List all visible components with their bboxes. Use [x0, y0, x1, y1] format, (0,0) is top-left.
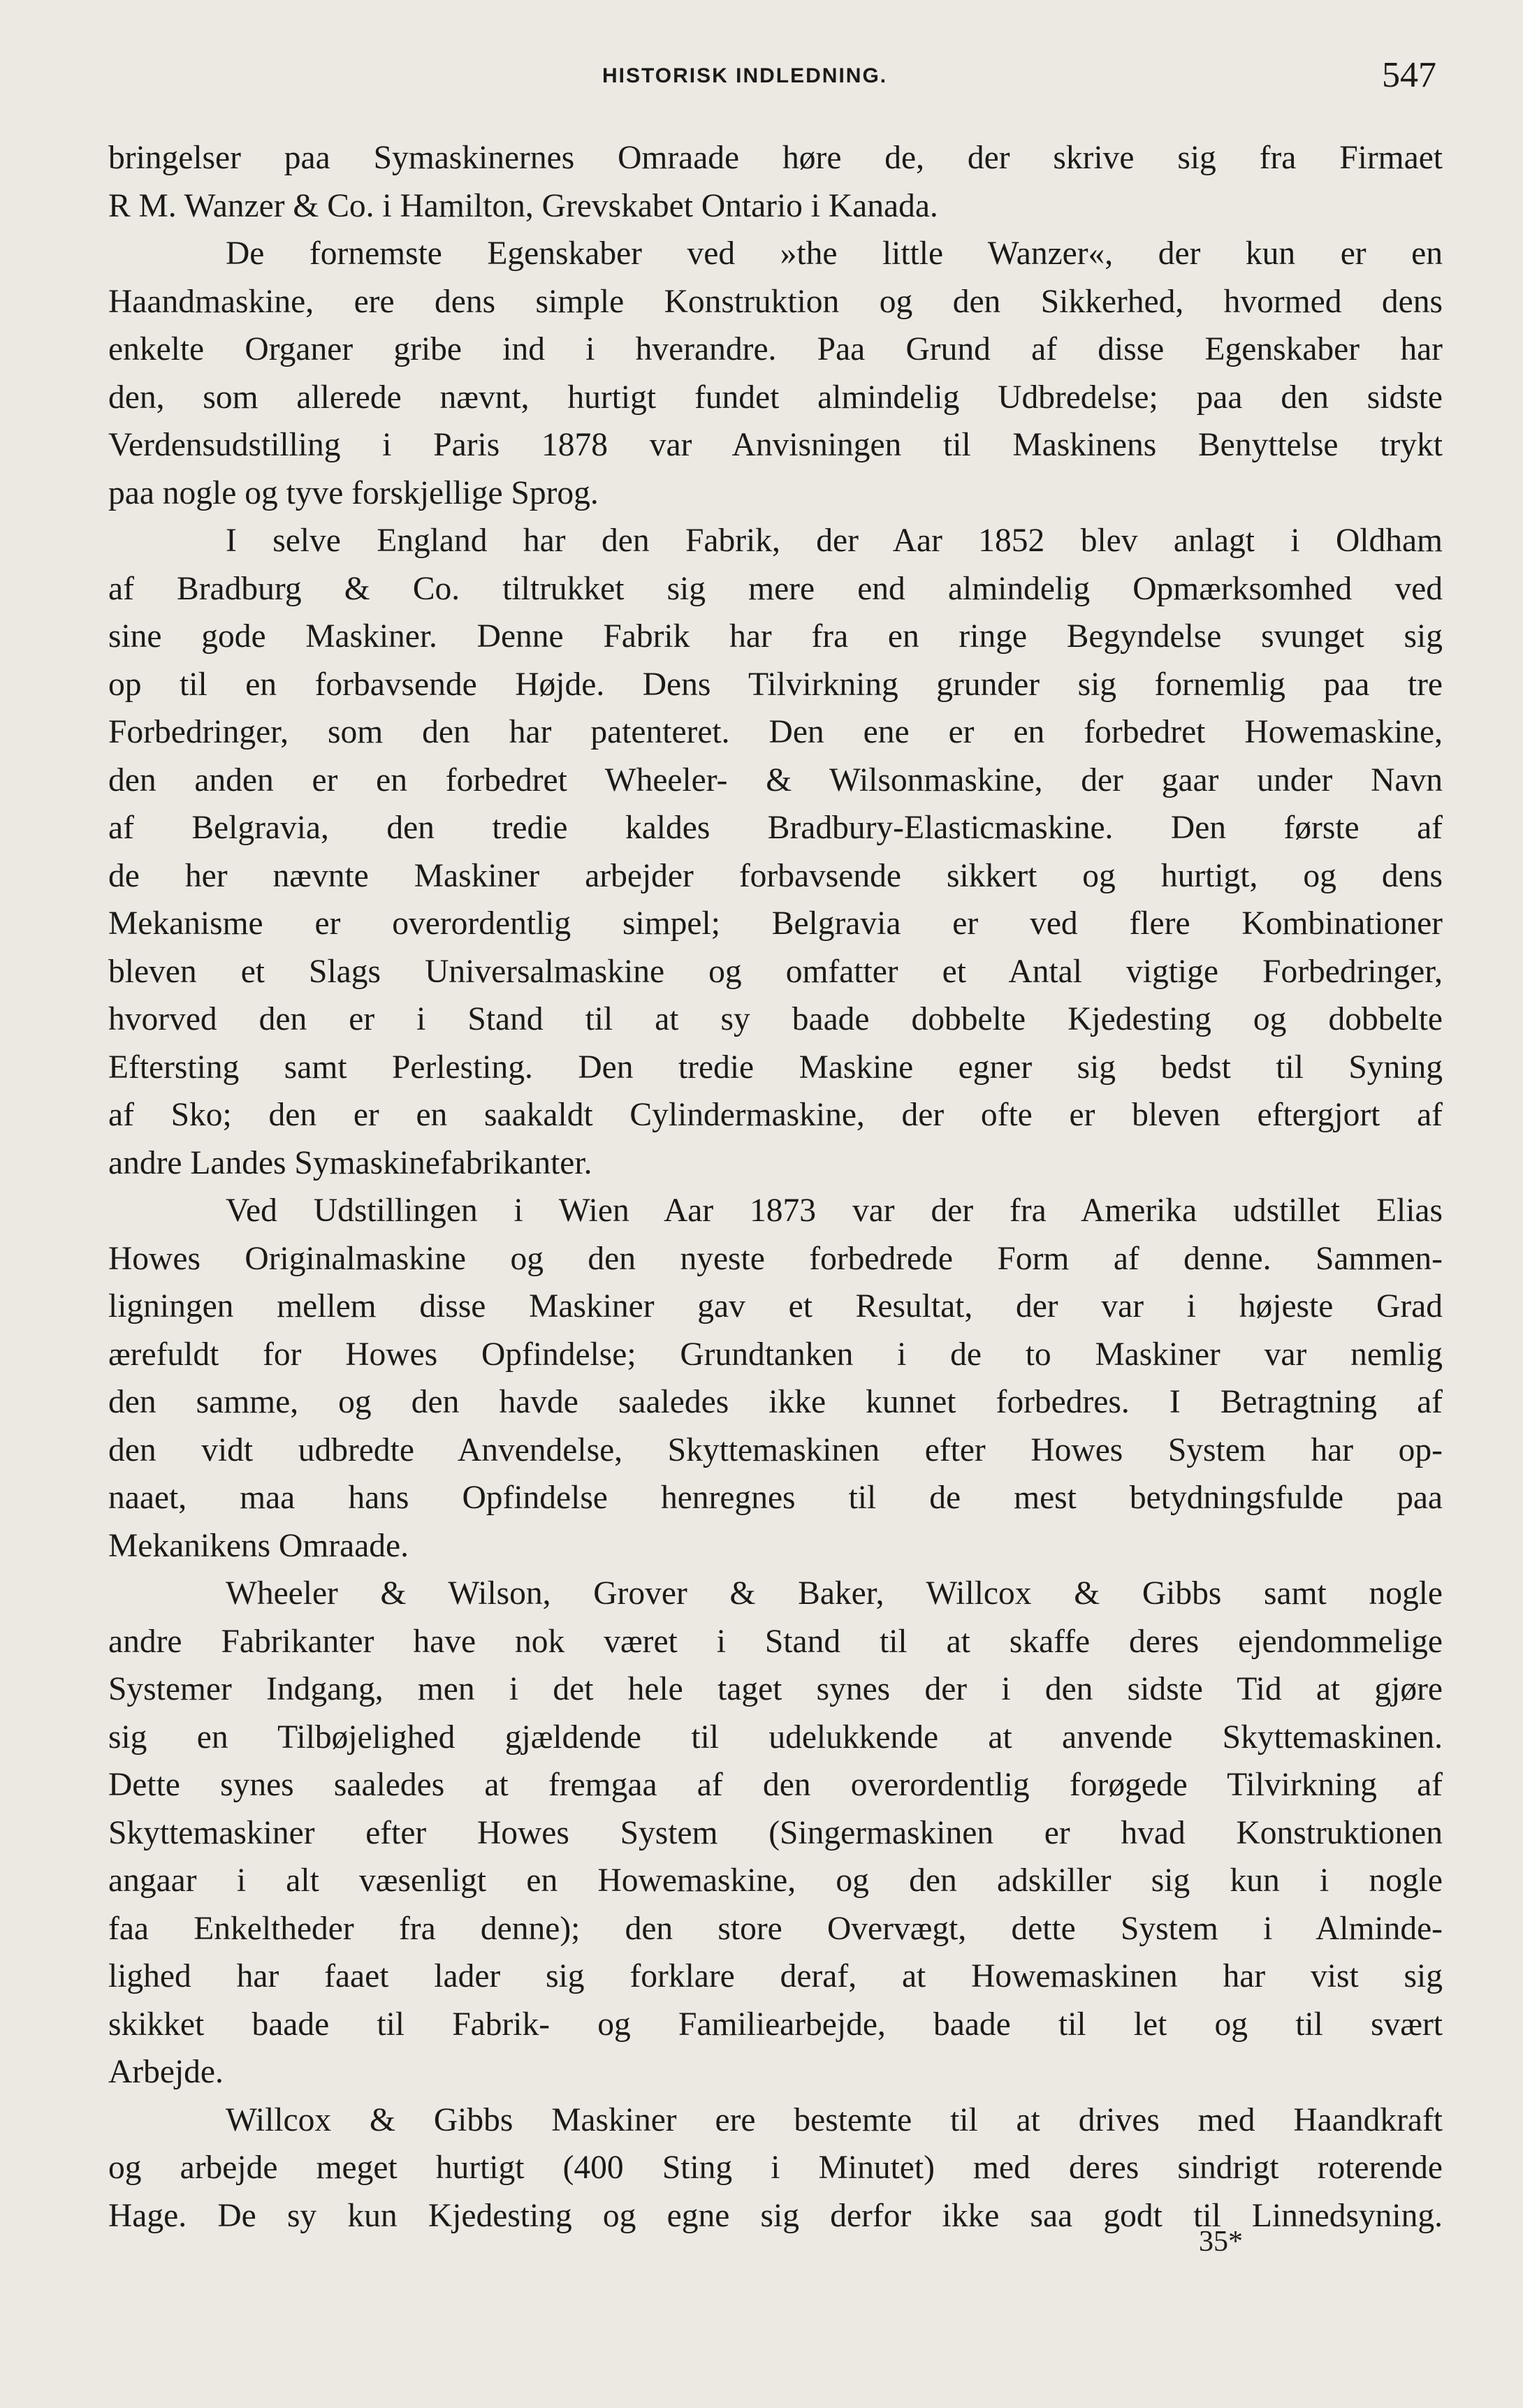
text-line: Haandmaskine, ere dens simple Konstruktion og den Sikkerhed, hvormed dens: [108, 283, 1443, 320]
text-line: den vidt udbredte Anvendelse, Skyttemaskinen efter Howes System har op-: [108, 1431, 1443, 1468]
text-line: bleven et Slags Universalmaskine og omfatter et Antal vigtige Forbedringer,: [108, 953, 1443, 990]
text-line: angaar i alt væsenligt en Howemaskine, og den adskiller sig kun i nogle: [108, 1862, 1443, 1899]
text-line: Mekanisme er overordentlig simpel; Belgravia er ved flere Kombinationer: [108, 905, 1443, 942]
text-line: Hage. De sy kun Kjedesting og egne sig derfor ikke saa godt til Linnedsyning.: [108, 2197, 1443, 2234]
text-line: Eftersting samt Perlesting. Den tredie Maskine egner sig bedst til Syning: [108, 1049, 1443, 1086]
text-line: den samme, og den havde saaledes ikke kunnet forbedres. I Betragtning af: [108, 1384, 1443, 1420]
text-line: Willcox & Gibbs Maskiner ere bestemte til at drives med Haandkraft: [226, 2101, 1443, 2138]
text-line: hvorved den er i Stand til at sy baade dobbelte Kjedesting og dobbelte: [108, 1001, 1443, 1037]
text-line: Forbedringer, som den har patenteret. Den ene er en forbedret Howemaskine,: [108, 714, 1443, 750]
text-line: I selve England har den Fabrik, der Aar 1852 blev anlagt i Oldham: [226, 523, 1443, 559]
text-line: af Bradburg & Co. tiltrukket sig mere end almindelig Opmærksomhed ved: [108, 570, 1443, 607]
text-line: sine gode Maskiner. Denne Fabrik har fra en ringe Begyndelse svunget sig: [108, 618, 1443, 655]
text-line: Wheeler & Wilson, Grover & Baker, Willcox & Gibbs samt nogle: [226, 1575, 1443, 1612]
text-line: De fornemste Egenskaber ved »the little Wanzer«, der kun er en: [226, 235, 1443, 272]
page-header: [0, 54, 1523, 103]
page-number: 547: [1382, 55, 1436, 95]
text-line: ærefuldt for Howes Opfindelse; Grundtanken i de to Maskiner var nemlig: [108, 1336, 1443, 1373]
text-line: paa nogle og tyve forskjellige Sprog.: [108, 474, 599, 511]
signature-mark: 35*: [1199, 2226, 1243, 2258]
text-line: Howes Originalmaskine og den nyeste forbedrede Form af denne. Sammen-: [108, 1240, 1443, 1277]
text-line: den, som allerede nævnt, hurtigt fundet almindelig Udbredelse; paa den sidste: [108, 379, 1443, 416]
body-text: [108, 134, 1443, 2240]
text-line: lighed har faaet lader sig forklare deraf, at Howemaskinen har vist sig: [108, 1958, 1443, 1994]
text-line: og arbejde meget hurtigt (400 Sting i Minutet) med deres sindrigt roterende: [108, 2150, 1443, 2186]
text-line: skikket baade til Fabrik- og Familiearbejde, baade til let og til svært: [108, 2006, 1443, 2043]
text-line: af Sko; den er en saakaldt Cylindermaskine, der ofte er bleven eftergjort af: [108, 1097, 1443, 1133]
running-head: HISTORISK INDLEDNING.: [602, 64, 888, 87]
text-line: enkelte Organer gribe ind i hverandre. Paa Grund af disse Egenskaber har: [108, 331, 1443, 367]
text-line: sig en Tilbøjelighed gjældende til udelukkende at anvende Skyttemaskinen.: [108, 1719, 1443, 1756]
text-line: Verdensudstilling i Paris 1878 var Anvisningen til Maskinens Benyttelse trykt: [108, 427, 1443, 463]
text-line: Ved Udstillingen i Wien Aar 1873 var der fra Amerika udstillet Elias: [226, 1192, 1443, 1229]
text-line: Dette synes saaledes at fremgaa af den overordentlig forøgede Tilvirkning af: [108, 1767, 1443, 1803]
text-line: den anden er en forbedret Wheeler- & Wilsonmaskine, der gaar under Navn: [108, 761, 1443, 798]
text-line: Arbejde.: [108, 2054, 224, 2090]
text-line: af Belgravia, den tredie kaldes Bradbury-Elasticmaskine. Den første af: [108, 810, 1443, 846]
text-line: andre Fabrikanter have nok været i Stand til at skaffe deres ejendommelige: [108, 1623, 1443, 1660]
text-line: R M. Wanzer & Co. i Hamilton, Grevskabet Ontario i Kanada.: [108, 187, 938, 224]
text-line: faa Enkeltheder fra denne); den store Overvægt, dette System i Alminde-: [108, 1910, 1443, 1947]
text-line: naaet, maa hans Opfindelse henregnes til de mest betydningsfulde paa: [108, 1480, 1443, 1516]
text-line: Mekanikens Omraade.: [108, 1527, 409, 1564]
text-line: andre Landes Symaskinefabrikanter.: [108, 1144, 592, 1181]
text-line: ligningen mellem disse Maskiner gav et Resultat, der var i højeste Grad: [108, 1288, 1443, 1325]
text-line: de her nævnte Maskiner arbejder forbavsende sikkert og hurtigt, og dens: [108, 857, 1443, 894]
text-line: Skyttemaskiner efter Howes System (Singermaskinen er hvad Konstruktionen: [108, 1814, 1443, 1851]
text-line: op til en forbavsende Højde. Dens Tilvirkning grunder sig fornemlig paa tre: [108, 666, 1443, 703]
text-line: bringelser paa Symaskinernes Omraade høre de, der skrive sig fra Firmaet: [108, 140, 1443, 176]
text-line: Systemer Indgang, men i det hele taget synes der i den sidste Tid at gjøre: [108, 1671, 1443, 1707]
